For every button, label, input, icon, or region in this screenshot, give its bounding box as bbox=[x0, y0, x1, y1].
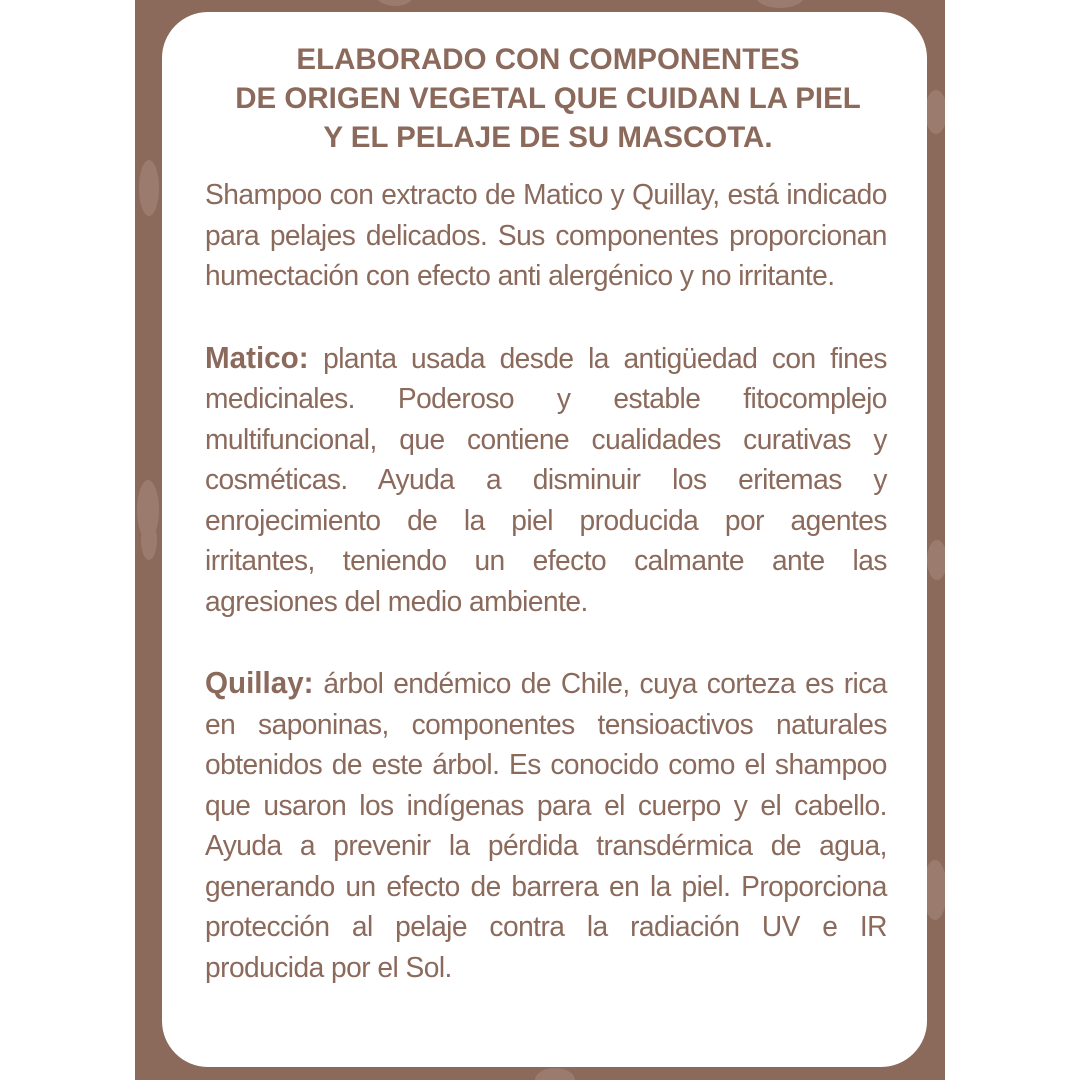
paw-print-decoration bbox=[925, 90, 945, 134]
info-card bbox=[162, 12, 927, 1067]
paw-print-decoration bbox=[535, 1068, 575, 1080]
matico-term: Matico: bbox=[205, 340, 309, 375]
quillay-term: Quillay: bbox=[205, 666, 314, 700]
paw-print-decoration bbox=[139, 160, 159, 216]
heading-line-3: Y EL PELAJE DE SU MASCOTA. bbox=[323, 121, 773, 154]
paw-print-decoration bbox=[375, 0, 415, 6]
paw-print-decoration bbox=[927, 540, 945, 580]
card-heading bbox=[205, 40, 885, 157]
paw-print-decoration bbox=[755, 0, 805, 8]
quillay-paragraph bbox=[205, 663, 887, 988]
paw-print-decoration bbox=[141, 520, 157, 560]
intro-paragraph: Shampoo con extracto de Matico y Quillay, está indicado para pelajes delicados. Sus componentes proporcionan humectación con efecto anti alergénico y no irritante. bbox=[205, 179, 887, 292]
heading-line-1: ELABORADO CON COMPONENTES bbox=[296, 43, 800, 76]
quillay-description: árbol endémico de Chile, cuya corteza es rica en saponinas, componentes tensioactivos naturales obtenidos de este árbol. Es conocido como el shampoo que usaron los indígenas para el cuerpo y el cabello. Ayuda a prevenir la pérdida transdérmica de agua, generando un efecto de barrera en la piel. Proporciona protección al pelaje contra la radiación UV e IR producida por el Sol. bbox=[205, 668, 887, 984]
heading-line-2: DE ORIGEN VEGETAL QUE CUIDAN LA PIEL bbox=[235, 82, 861, 115]
matico-description: planta usada desde la antigüedad con fines medicinales. Poderoso y estable fitocomplejo multifuncional, que contiene cualidades curativas y cosméticas. Ayuda a disminuir los eritemas y enrojecimiento de la piel producida por agentes irritantes, teniendo un efecto calmante ante las agresiones del medio ambiente. bbox=[205, 342, 887, 618]
matico-paragraph bbox=[205, 338, 887, 623]
